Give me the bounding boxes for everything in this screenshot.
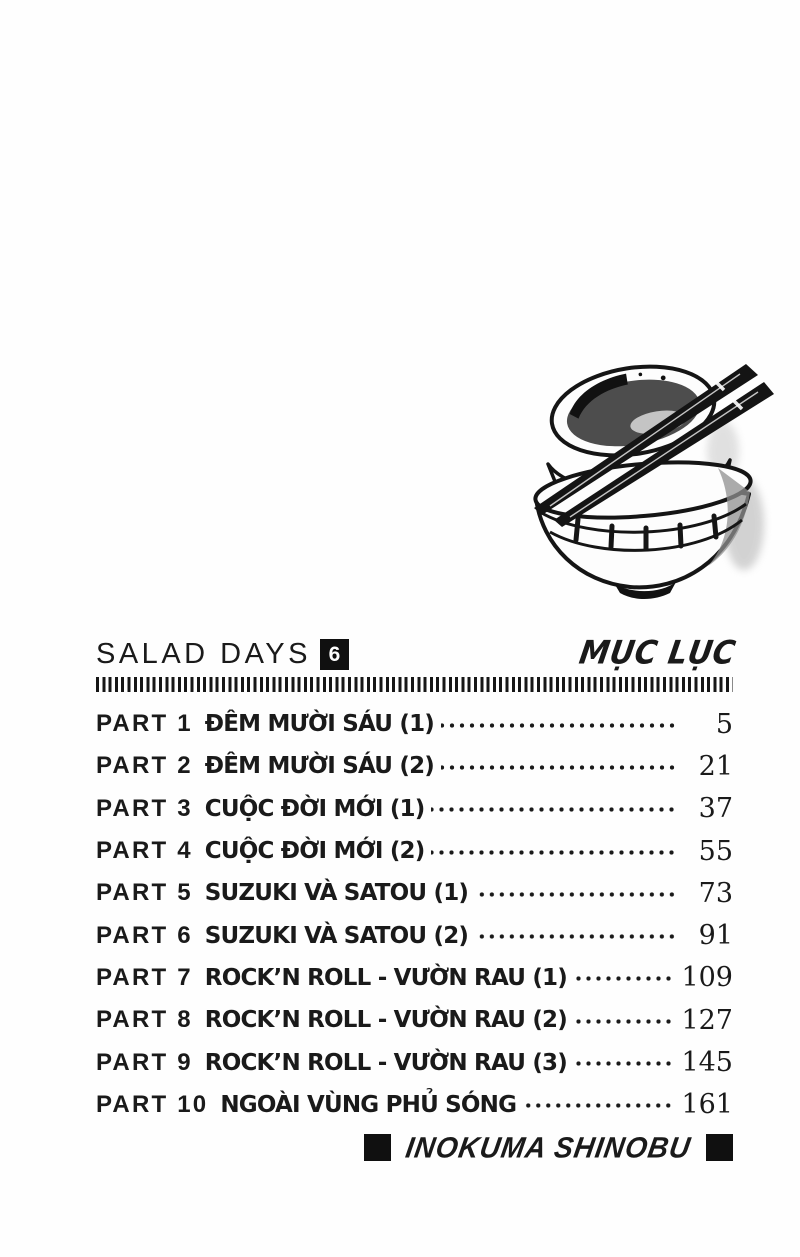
bowls-chopsticks-drawing [518, 356, 778, 604]
toc-part-label: PART 1 [96, 710, 193, 738]
toc-page-number: 55 [698, 835, 733, 867]
toc-page-content [96, 632, 739, 1167]
toc-chapter-title: ROCK’N ROLL - VƯỜN RAU (2) [204, 1007, 567, 1034]
toc-part-label: PART 2 [96, 752, 193, 780]
toc-page-number: 145 [681, 1047, 733, 1079]
series-title: SALAD DAYS [96, 638, 311, 670]
square-icon [706, 1134, 733, 1161]
toc-page-number: 161 [681, 1089, 733, 1121]
toc-part-label: PART 4 [96, 837, 193, 865]
toc-part-label: PART 6 [96, 921, 193, 949]
toc-part-label: PART 7 [96, 963, 193, 991]
toc-dot-leader [431, 849, 677, 856]
toc-part-label: PART 10 [96, 1090, 209, 1118]
toc-page-number: 37 [698, 793, 733, 825]
toc-dot-leader [574, 1018, 674, 1025]
toc-chapter-title: ĐÊM MƯỜI SÁU (2) [204, 753, 434, 780]
toc-row [96, 703, 733, 745]
toc-part-label: PART 9 [96, 1048, 193, 1076]
toc-dot-leader [523, 1102, 673, 1109]
toc-row [96, 999, 733, 1041]
toc-dot-leader [441, 764, 677, 771]
toc-row [96, 788, 733, 830]
toc-dot-leader [431, 806, 677, 813]
toc-chapter-title: SUZUKI VÀ SATOU (1) [204, 880, 469, 907]
toc-list [96, 703, 733, 1126]
author-credit [96, 1129, 733, 1167]
toc-part-label: PART 5 [96, 879, 193, 907]
toc-row [96, 872, 733, 914]
toc-chapter-title: ĐÊM MƯỜI SÁU (1) [204, 711, 434, 738]
bowls-chopsticks-illustration [518, 356, 778, 604]
toc-part-label: PART 3 [96, 794, 193, 822]
toc-chapter-title: NGOÀI VÙNG PHỦ SÓNG [220, 1091, 517, 1118]
series-brand [96, 639, 349, 670]
toc-chapter-title: ROCK’N ROLL - VƯỜN RAU (1) [204, 964, 567, 991]
toc-row [96, 1041, 733, 1083]
toc-row [96, 1084, 733, 1126]
toc-page-number: 91 [698, 920, 733, 952]
toc-dot-leader [441, 722, 677, 729]
toc-dot-leader [475, 933, 677, 940]
toc-page-number: 21 [698, 750, 733, 782]
toc-chapter-title: CUỘC ĐỜI MỚI (2) [204, 838, 425, 865]
square-icon [364, 1134, 391, 1161]
toc-row [96, 745, 733, 787]
toc-page-number: 127 [681, 1004, 733, 1036]
toc-part-label: PART 8 [96, 1006, 193, 1034]
toc-heading: MỤC LỤC [576, 634, 739, 673]
page-header [96, 632, 739, 673]
volume-badge: 6 [320, 639, 349, 670]
toc-page-number: 5 [715, 708, 733, 740]
toc-chapter-title: CUỘC ĐỜI MỚI (1) [204, 795, 425, 822]
author-name: INOKUMA SHINOBU [403, 1131, 694, 1164]
toc-chapter-title: ROCK’N ROLL - VƯỜN RAU (3) [204, 1049, 567, 1076]
toc-row [96, 957, 733, 999]
toc-dot-leader [574, 1060, 674, 1067]
toc-page-number: 109 [681, 962, 733, 994]
toc-row [96, 914, 733, 956]
toc-dot-leader [574, 975, 674, 982]
toc-row [96, 830, 733, 872]
toc-chapter-title: SUZUKI VÀ SATOU (2) [204, 922, 469, 949]
striped-divider [96, 677, 733, 692]
toc-page-number: 73 [698, 877, 733, 909]
toc-dot-leader [475, 891, 677, 898]
